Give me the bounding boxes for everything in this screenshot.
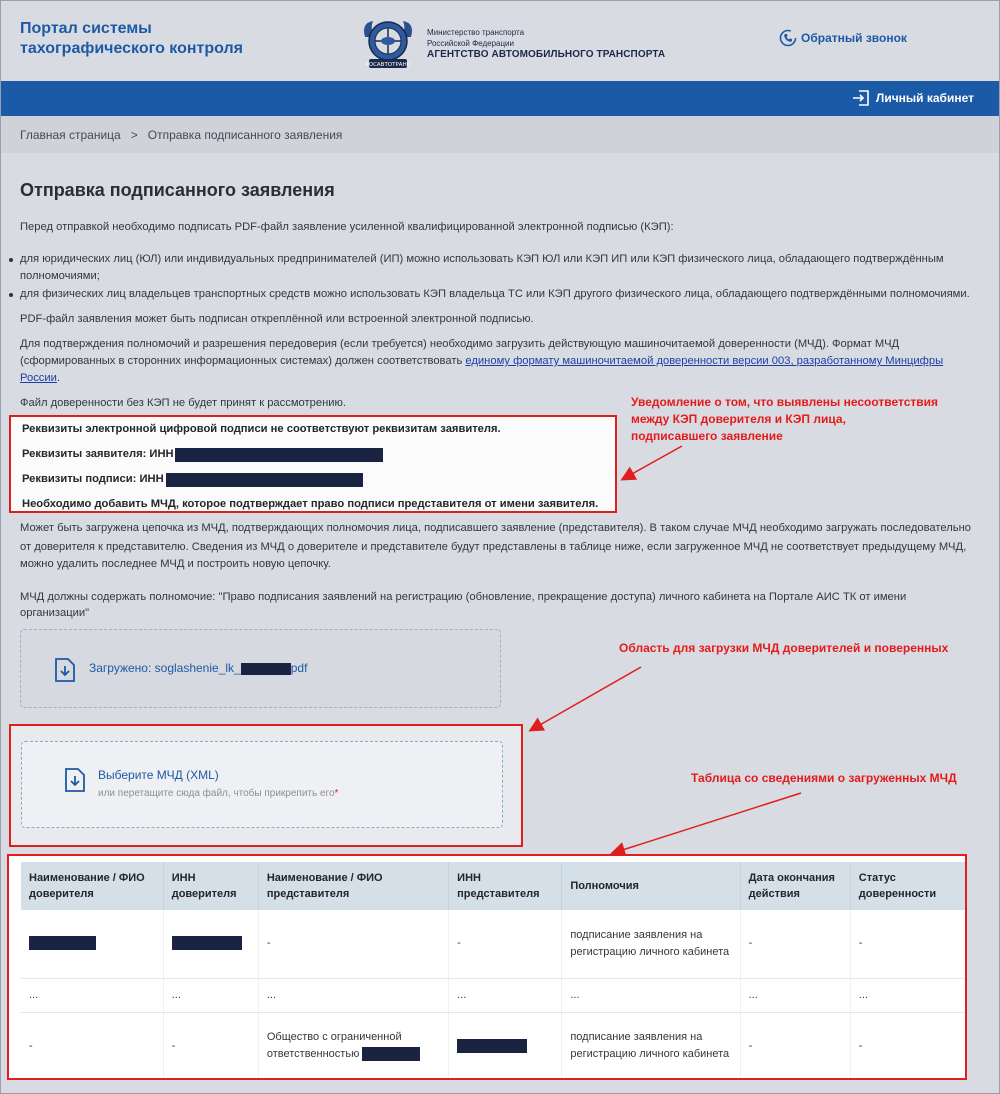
- required-mark: *: [334, 788, 339, 799]
- authority-text-line1: МЧД должны содержать полномочие: "Право подписания заявлений на регистрацию (обновление, прекращение доступа) личного кабинета на Портале АИС ТК от имени: [20, 591, 907, 603]
- table-cell: ...: [740, 978, 850, 1012]
- ministry-line2: Российской Федерации: [427, 38, 514, 48]
- breadcrumb: [1, 116, 999, 153]
- ministry-text: [427, 27, 665, 60]
- table-cell: ...: [163, 978, 258, 1012]
- table-cell: -: [740, 910, 850, 978]
- bullet2-text: для физических лиц владельцев транспортных средств можно использовать КЭП владельца ТС или КЭП другого физического лица, обладающего подтверждёнными полномочиями.: [20, 288, 970, 300]
- table-cell: ...: [850, 978, 967, 1012]
- alert-line4: Необходимо добавить МЧД, которое подтверждает право подписи представителя от имени заявителя.: [22, 498, 599, 510]
- login-icon: [852, 90, 870, 106]
- alert-applicant-inn: Реквизиты заявителя: ИНН: [22, 448, 174, 460]
- table-cell: ...: [449, 978, 562, 1012]
- table-cell: [21, 910, 163, 978]
- mchd-upload-label[interactable]: Выберите МЧД (XML): [98, 768, 219, 782]
- table-cell: -: [449, 910, 562, 978]
- cell-text: Общество с ограниченной ответственностью: [266, 1031, 402, 1060]
- ministry-line1: Министерство транспорта: [427, 27, 525, 37]
- table-cell: ...: [21, 978, 163, 1012]
- alert-signature-inn: Реквизиты подписи: ИНН: [22, 473, 164, 485]
- callback-label: Обратный звонок: [801, 31, 907, 45]
- bullet1-text-cont: полномочиями;: [20, 270, 100, 282]
- breadcrumb-home[interactable]: Главная страница: [20, 127, 121, 142]
- emblem-text: РОСАВТОТРАНС: [365, 62, 411, 68]
- arrow-to-table: [613, 793, 801, 853]
- table-cell: [163, 910, 258, 978]
- breadcrumb-separator: >: [130, 127, 138, 142]
- col-header-principal-inn: ИНН доверителя: [163, 862, 258, 910]
- mchd-suffix: .: [56, 372, 60, 384]
- redacted-block: [362, 1047, 420, 1061]
- table-cell: -: [850, 1012, 967, 1080]
- table-cell: [258, 1012, 448, 1080]
- arrow-to-alert: [623, 446, 682, 479]
- col-header-powers: Полномочия: [562, 862, 740, 910]
- portal-title[interactable]: [20, 19, 243, 59]
- chain-text-line1: Может быть загружена цепочка из МЧД, подтверждающих полномочия лица, подписавшего заявление (представителя). В таком случае МЧД необходимо загружать последовательно: [20, 522, 972, 534]
- site-header: [1, 1, 999, 81]
- annotation-upload-note: Область для загрузки МЧД доверителей и поверенных: [619, 641, 949, 655]
- redacted-block: [457, 1039, 527, 1053]
- callback-button[interactable]: [779, 29, 907, 47]
- col-header-representative-inn: ИНН представителя: [449, 862, 562, 910]
- redacted-block: [29, 936, 96, 950]
- mchd-prefix: (сформированных в сторонних информационных системах) должен соответствовать: [20, 355, 463, 367]
- chain-text-line2: от доверителя к представителю. Сведения из МЧД о доверителе и представителе будут представлены в таблице ниже, если загруженное МЧД не соответствует предыдущему МЧД,: [20, 541, 967, 553]
- table-row: [21, 910, 967, 978]
- cabinet-label: Личный кабинет: [875, 91, 974, 105]
- agency-name: АГЕНТСТВО АВТОМОБИЛЬНОГО ТРАНСПОРТА: [427, 48, 666, 60]
- table-row: [21, 978, 967, 1012]
- table-cell: [449, 1012, 562, 1080]
- table-cell: подписание заявления на регистрацию личного кабинета: [562, 910, 740, 978]
- annotation-alert-line2: между КЭП доверителя и КЭП лица,: [631, 412, 846, 426]
- table-cell: подписание заявления на регистрацию личного кабинета: [562, 1012, 740, 1080]
- authority-text-line2: организации": [20, 607, 90, 619]
- col-header-principal-name: Наименование / ФИО доверителя: [21, 862, 163, 910]
- ministry-logo: [359, 15, 665, 71]
- page-title: Отправка подписанного заявления: [20, 180, 335, 200]
- annotation-alert-line3: подписавшего заявление: [631, 429, 783, 443]
- mchd-format-link[interactable]: единому формату машиночитаемой доверенности версии 003, разработанному Минцифры: [465, 355, 944, 367]
- mchd-table: [21, 862, 967, 1080]
- mchd-format-link-cont[interactable]: России: [20, 372, 57, 384]
- portal-title-line2: тахографического контроля: [20, 40, 244, 57]
- table-cell: -: [258, 910, 448, 978]
- breadcrumb-current: Отправка подписанного заявления: [147, 127, 343, 142]
- emblem-icon: [359, 15, 417, 71]
- portal-title-line1: Портал системы: [20, 20, 152, 37]
- top-navbar: [1, 81, 999, 116]
- uploaded-suffix: pdf: [290, 661, 308, 675]
- upload-hint-text: или перетащите сюда файл, чтобы прикрепить его: [98, 788, 335, 799]
- redacted-block: [172, 936, 242, 950]
- mchd-table-frame: [7, 854, 967, 1080]
- table-header-row: [21, 862, 967, 910]
- table-cell: -: [850, 910, 967, 978]
- no-kep-note: Файл доверенности без КЭП не будет принят к рассмотрению.: [20, 397, 346, 409]
- pdf-note: PDF-файл заявления может быть подписан откреплённой или встроенной электронной подписью.: [20, 313, 534, 325]
- chain-text-line3: можно удалить последнее МЧД и построить новую цепочку.: [20, 558, 331, 570]
- intro-text: Перед отправкой необходимо подписать PDF-файл заявление усиленной квалифицированной электронной подписью (КЭП):: [20, 221, 674, 233]
- phone-icon: [779, 29, 797, 47]
- col-header-expiry-date: Дата окончания действия: [740, 862, 850, 910]
- annotation-table-note: Таблица со сведениями о загруженных МЧД: [691, 771, 957, 785]
- table-cell: -: [21, 1012, 163, 1080]
- table-row: [21, 1012, 967, 1080]
- cabinet-link[interactable]: [852, 90, 974, 106]
- alert-line1: Реквизиты электронной цифровой подписи не соответствуют реквизитам заявителя.: [22, 423, 501, 435]
- annotation-alert-line1: Уведомление о том, что выявлены несоответствия: [631, 395, 939, 409]
- table-cell: ...: [258, 978, 448, 1012]
- table-cell: ...: [562, 978, 740, 1012]
- table-cell: -: [163, 1012, 258, 1080]
- mchd-text-line1: Для подтверждения полномочий и разрешения передоверия (если требуется) необходимо загрузить действующую машиночитаемой доверенности (МЧД). Формат МЧД: [20, 338, 900, 350]
- col-header-representative-name: Наименование / ФИО представителя: [258, 862, 448, 910]
- col-header-status: Статус доверенности: [850, 862, 967, 910]
- arrow-to-upload: [531, 667, 641, 730]
- table-cell: -: [740, 1012, 850, 1080]
- bullet1-text: для юридических лиц (ЮЛ) или индивидуальных предпринимателей (ИП) можно использовать КЭП ЮЛ или КЭП ИП или КЭП физического лица, обладающего подтверждённым: [20, 253, 944, 265]
- uploaded-prefix: Загружено: soglashenie_lk_: [89, 661, 241, 675]
